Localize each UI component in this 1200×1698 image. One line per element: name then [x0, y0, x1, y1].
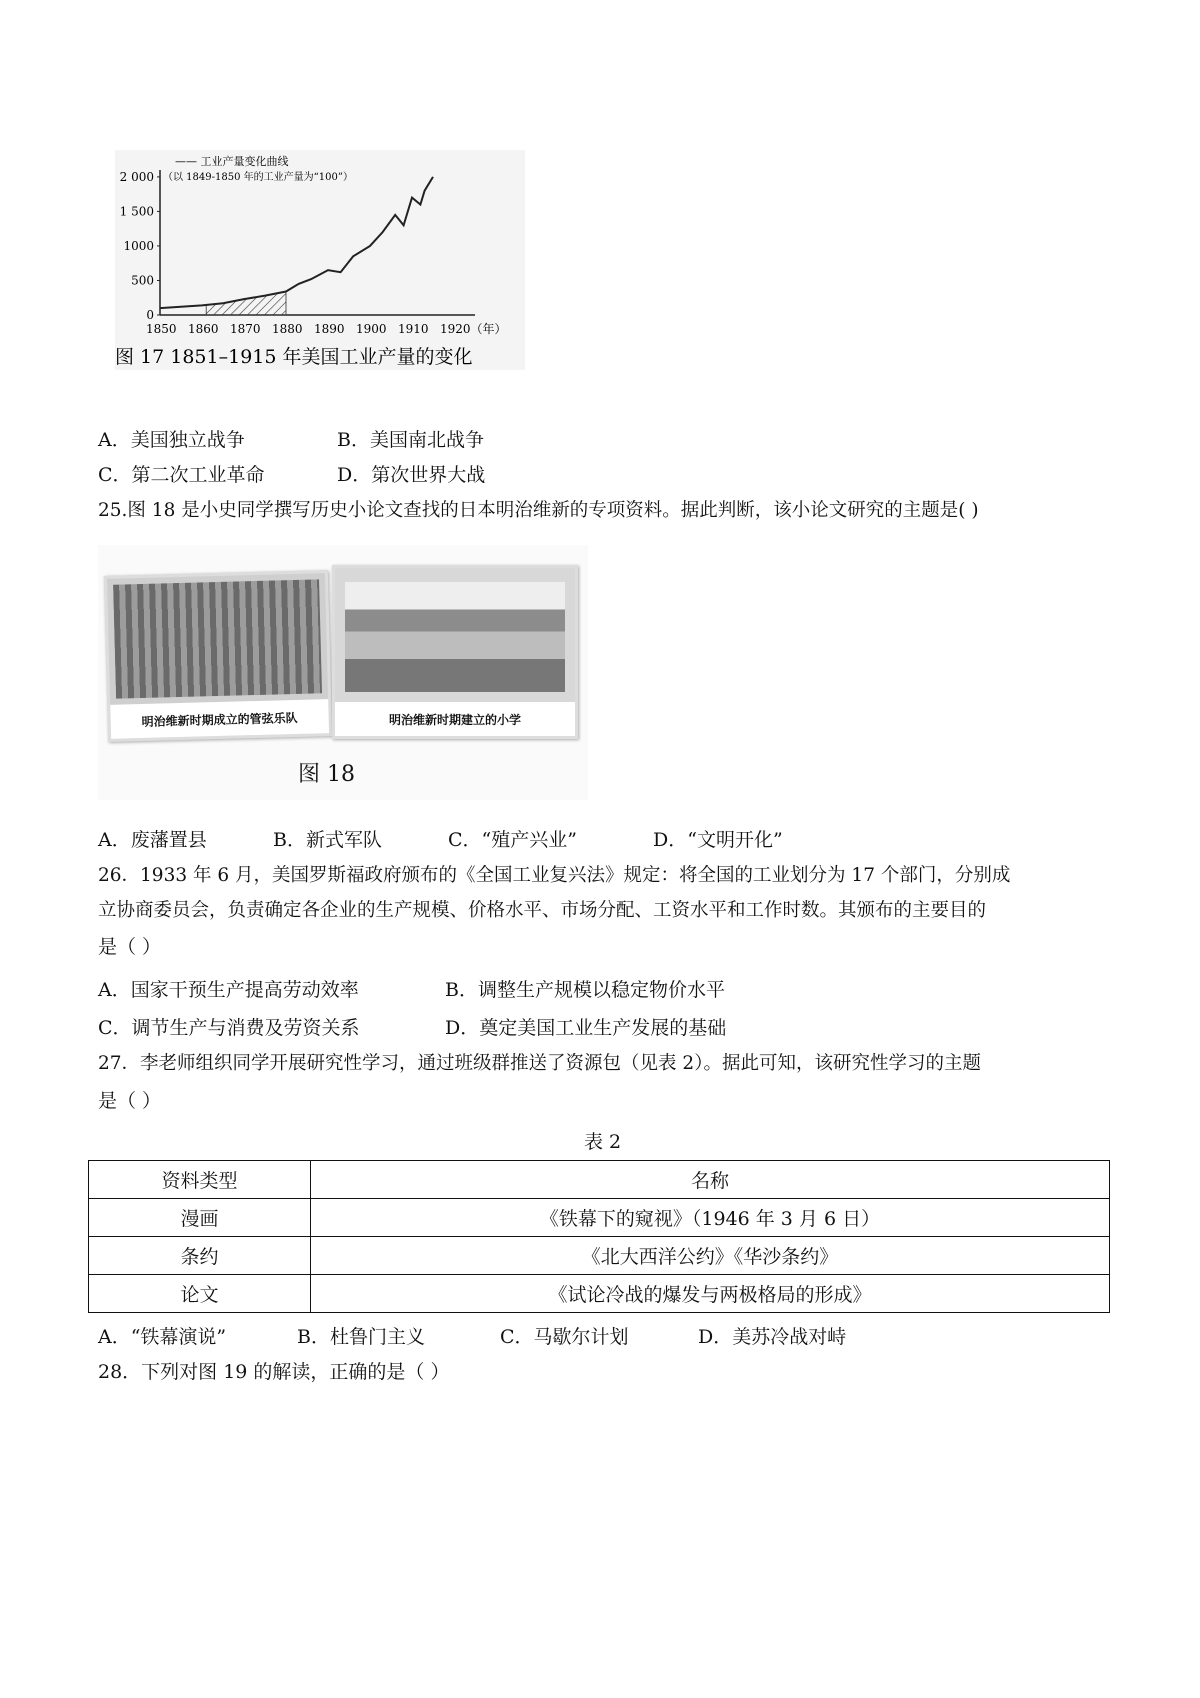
school-photo: [332, 565, 578, 739]
figure-17-caption: 图 17 1851–1915 年美国工业产量的变化: [115, 346, 473, 368]
q26-stem-line3: 是（ ）: [98, 936, 162, 958]
x-tick-label: 1910: [398, 322, 429, 336]
y-tick-label: 2 000: [119, 169, 154, 184]
chart-legend-line2: （以 1849-1850 年的工业产量为“100”）: [163, 172, 353, 183]
q26-option-a[interactable]: A．国家干预生产提高劳动效率: [98, 979, 359, 1001]
q25-option-c[interactable]: C．“殖产兴业”: [448, 829, 577, 851]
q25-option-a[interactable]: A．废藩置县: [98, 829, 207, 851]
q27-option-b[interactable]: B．杜鲁门主义: [297, 1326, 425, 1348]
q24-option-a[interactable]: A．美国独立战争: [98, 429, 245, 451]
q25-option-b[interactable]: B．新式军队: [273, 829, 382, 851]
figure-18: [98, 545, 588, 800]
figure-17-chart: [115, 150, 525, 400]
q28-stem: 28．下列对图 19 的解读，正确的是（ ）: [98, 1361, 450, 1383]
q26-option-d[interactable]: D．奠定美国工业生产发展的基础: [445, 1017, 727, 1039]
orchestra-photo: [104, 570, 332, 742]
table-row: [89, 1275, 1110, 1313]
x-tick-label: 1870: [230, 322, 261, 336]
orchestra-photo-image: [113, 579, 322, 698]
q27-stem-line1: 27．李老师组织同学开展研究性学习，通过班级群推送了资源包（见表 2）。据此可知，该研究性学习的主题: [98, 1053, 981, 1074]
y-tick-label: 500: [131, 273, 154, 288]
header-material-type: 资料类型: [89, 1161, 311, 1199]
photo1-label: 明治维新时期成立的管弦乐队: [110, 699, 329, 739]
q27-option-d[interactable]: D．美苏冷战对峙: [698, 1326, 847, 1348]
y-tick-label: 0: [146, 308, 154, 322]
x-tick-label: 1860: [188, 322, 219, 336]
q26-option-c[interactable]: C．调节生产与消费及劳资关系: [98, 1017, 360, 1039]
x-tick-label: 1900: [356, 322, 387, 336]
q26-option-b[interactable]: B．调整生产规模以稳定物价水平: [445, 979, 725, 1001]
q25-stem: 25.图 18 是小史同学撰写历史小论文查找的日本明治维新的专项资料。据此判断，该小论文研究的主题是( ): [98, 500, 979, 521]
industrial-output-chart: [115, 150, 525, 400]
table-header-row: [89, 1161, 1110, 1199]
row3-name: 《试论冷战的爆发与两极格局的形成》: [311, 1275, 1110, 1313]
row2-type: 条约: [89, 1237, 311, 1275]
y-tick-label: 1 500: [119, 204, 154, 219]
x-tick-label: 1920（年）: [440, 322, 507, 336]
table-2-title: 表 2: [584, 1131, 622, 1153]
row1-name: 《铁幕下的窥视》（1946 年 3 月 6 日）: [311, 1199, 1110, 1237]
q27-option-a[interactable]: A．“铁幕演说”: [98, 1326, 227, 1348]
y-tick-label: 1000: [123, 238, 154, 253]
table-row: [89, 1237, 1110, 1275]
q24-option-c[interactable]: C．第二次工业革命: [98, 464, 265, 486]
chart-legend-line1: —— 工业产量变化曲线: [175, 155, 289, 168]
q27-stem-line2: 是（ ）: [98, 1090, 162, 1112]
x-tick-label: 1880: [272, 322, 303, 336]
q24-option-d[interactable]: D．第次世界大战: [337, 464, 486, 486]
q25-option-d[interactable]: D．“文明开化”: [653, 829, 783, 851]
x-tick-label: 1890: [314, 322, 345, 336]
x-tick-label: 1850: [146, 322, 177, 336]
row2-name: 《北大西洋公约》《华沙条约》: [311, 1237, 1110, 1275]
photo2-label: 明治维新时期建立的小学: [335, 702, 575, 736]
resource-table: [88, 1160, 1110, 1313]
q26-stem-line2: 立协商委员会，负责确定各企业的生产规模、价格水平、市场分配、工资水平和工作时数。其颁布的主要目的: [98, 900, 987, 921]
q24-option-b[interactable]: B．美国南北战争: [337, 429, 484, 451]
row3-type: 论文: [89, 1275, 311, 1313]
row1-type: 漫画: [89, 1199, 311, 1237]
table-row: [89, 1199, 1110, 1237]
school-photo-image: [345, 582, 565, 692]
figure-18-caption: 图 18: [298, 762, 355, 787]
chart-background: [115, 150, 525, 370]
header-name: 名称: [311, 1161, 1110, 1199]
q27-option-c[interactable]: C．马歇尔计划: [500, 1326, 629, 1348]
q26-stem-line1: 26．1933 年 6 月，美国罗斯福政府颁布的《全国工业复兴法》规定：将全国的工业划分为 17 个部门，分别成: [98, 865, 1011, 886]
